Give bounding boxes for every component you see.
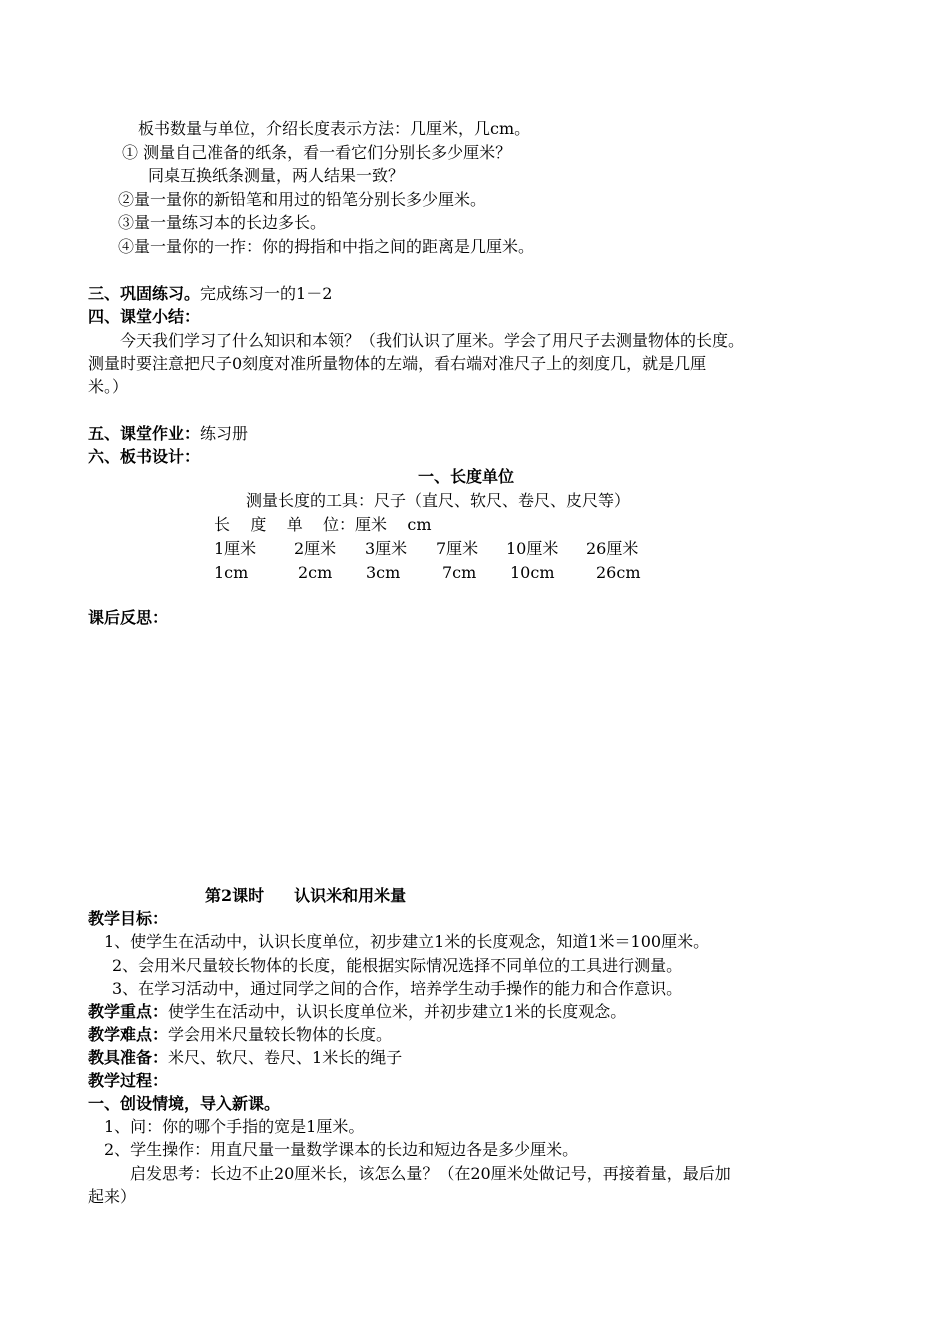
paragraph-line: 米。）	[88, 377, 129, 396]
text-line: ④量一量你的一拃：你的拇指和中指之间的距离是几厘米。	[118, 237, 535, 256]
section-text: 练习册	[200, 424, 249, 443]
lesson-title	[205, 885, 406, 907]
text-line: ③量一量练习本的长边多长。	[118, 213, 327, 232]
difficult-heading: 教学难点：	[88, 1025, 169, 1044]
paragraph-line: 测量时要注意把尺子0刻度对准所量物体的左端，看右端对准尺子上的刻度几，就是几厘	[88, 354, 707, 373]
tools-text: 米尺、软尺、卷尺、1米长的绳子	[168, 1048, 403, 1067]
section-text: 完成练习一的1－2	[200, 284, 333, 303]
difficult-text: 学会用米尺量较长物体的长度。	[168, 1025, 393, 1044]
board-cell: 1cm	[214, 563, 249, 582]
difficult-point	[88, 1024, 392, 1046]
section-heading: 五、课堂作业：	[88, 424, 201, 443]
process-heading: 教学过程：	[88, 1071, 169, 1090]
step-heading: 一、创设情境，导入新课。	[88, 1094, 281, 1113]
lesson-number: 第2课时	[205, 886, 265, 905]
text-line: 同桌互换纸条测量，两人结果一致？	[148, 166, 405, 185]
step-item: 1、问：你的哪个手指的宽是1厘米。	[104, 1117, 365, 1136]
board-cell: 2厘米	[294, 539, 337, 558]
step-hint: 启发思考：长边不止20厘米长，该怎么量？（在20厘米处做记号，再接着量，最后加	[130, 1164, 731, 1183]
text-line: 板书数量与单位，介绍长度表示方法：几厘米，几cm。	[138, 119, 531, 138]
lesson-name: 认识米和用米量	[294, 886, 407, 905]
board-cell: 10cm	[510, 563, 555, 582]
text-line: ① 测量自己准备的纸条，看一看它们分别长多少厘米？	[122, 143, 512, 162]
goal-item: 3、在学习活动中，通过同学之间的合作，培养学生动手操作的能力和合作意识。	[112, 979, 683, 998]
goal-item: 1、使学生在活动中，认识长度单位，初步建立1米的长度观念，知道1米＝100厘米。	[104, 932, 710, 951]
step-item: 2、学生操作：用直尺量一量数学课本的长边和短边各是多少厘米。	[104, 1140, 579, 1159]
goals-heading: 教学目标：	[88, 909, 169, 928]
board-line: 长 度 单 位：厘米 cm	[214, 515, 432, 534]
board-cell: 3cm	[366, 563, 401, 582]
section-heading: 四、课堂小结：	[88, 307, 201, 326]
teaching-tools	[88, 1047, 402, 1069]
board-cell: 26厘米	[586, 539, 639, 558]
board-cell: 1厘米	[214, 539, 257, 558]
board-cell: 10厘米	[506, 539, 559, 558]
goal-item: 2、会用米尺量较长物体的长度，能根据实际情况选择不同单位的工具进行测量。	[112, 956, 683, 975]
board-cell: 2cm	[298, 563, 333, 582]
section-heading: 六、板书设计：	[88, 447, 201, 466]
key-point	[88, 1001, 626, 1023]
board-cell: 7cm	[442, 563, 477, 582]
reflection-heading: 课后反思：	[88, 608, 169, 627]
section-heading: 三、巩固练习。	[88, 284, 201, 303]
paragraph-line: 今天我们学习了什么知识和本领？（我们认识了厘米。学会了用尺子去测量物体的长度。	[120, 331, 745, 350]
board-title: 一、长度单位	[418, 467, 515, 486]
tools-heading: 教具准备：	[88, 1048, 169, 1067]
board-cell: 26cm	[596, 563, 641, 582]
section-3	[88, 283, 332, 305]
section-5	[88, 423, 248, 445]
key-heading: 教学重点：	[88, 1002, 169, 1021]
key-text: 使学生在活动中，认识长度单位米，并初步建立1米的长度观念。	[168, 1002, 627, 1021]
board-cell: 3厘米	[365, 539, 408, 558]
board-cell: 7厘米	[436, 539, 479, 558]
board-line: 测量长度的工具：尺子（直尺、软尺、卷尺、皮尺等）	[246, 491, 631, 510]
step-hint: 起来）	[88, 1187, 137, 1206]
text-line: ②量一量你的新铅笔和用过的铅笔分别长多少厘米。	[118, 190, 487, 209]
